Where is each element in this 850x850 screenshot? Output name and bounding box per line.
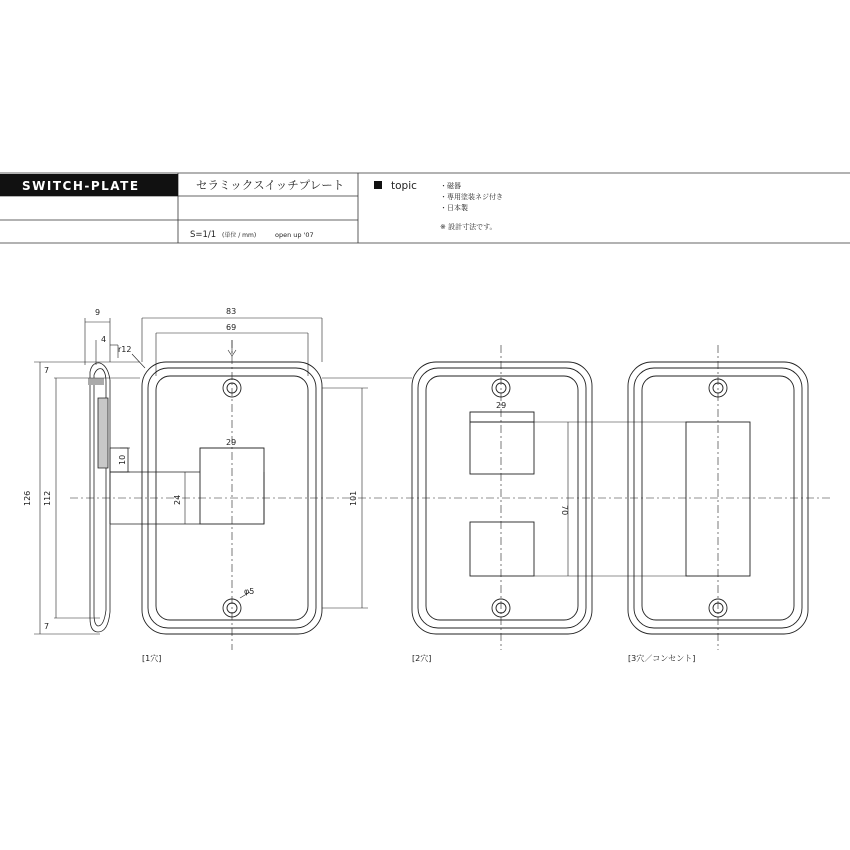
center-lines <box>70 340 832 650</box>
dim-width-inner: 69 <box>226 323 237 332</box>
dim-plate2-opening-width: 29 <box>496 401 507 410</box>
topic-item: ・日本製 <box>440 204 468 212</box>
scale-note: S=1/1 <box>190 230 217 240</box>
dim-margin-top: 7 <box>44 366 50 375</box>
unit-note: (単位 / mm) <box>222 232 257 239</box>
dim-height-total: 126 <box>23 490 32 506</box>
footnote: ※ 設計寸法です。 <box>440 223 497 231</box>
topic-item: ・磁器 <box>440 182 461 190</box>
dim-plate3-pitch: 70 <box>560 505 569 516</box>
dim-lip: 4 <box>101 335 107 344</box>
dim-width-outer: 83 <box>226 307 237 316</box>
side-dimensions <box>34 318 185 634</box>
caption-plate-3: [3穴／コンセント] <box>628 654 696 663</box>
dim-hole-diameter: φ5 <box>244 587 255 596</box>
dim-height-inner: 112 <box>43 490 52 506</box>
dim-opening-width: 29 <box>226 438 237 447</box>
openup-note: open up '07 <box>275 231 314 239</box>
product-name: セラミックスイッチプレート <box>196 178 345 192</box>
brand-title: SWITCH-PLATE <box>22 179 140 193</box>
dim-box-depth: 10 <box>118 454 127 465</box>
dim-thickness: 9 <box>95 308 101 317</box>
topic-square-icon <box>374 181 382 189</box>
caption-plate-1: [1穴] <box>142 654 162 663</box>
side-view <box>88 363 200 632</box>
plate1-dimensions <box>142 318 368 608</box>
caption-plate-2: [2穴] <box>412 654 432 663</box>
dim-margin-bottom: 7 <box>44 622 50 631</box>
dim-radius: r12 <box>118 345 132 354</box>
dim-opening-height: 24 <box>173 494 182 505</box>
topic-label: topic <box>391 180 417 192</box>
dim-hole-pitch: 101 <box>349 490 358 506</box>
topic-item: ・専用塗装ネジ付き <box>440 193 503 201</box>
